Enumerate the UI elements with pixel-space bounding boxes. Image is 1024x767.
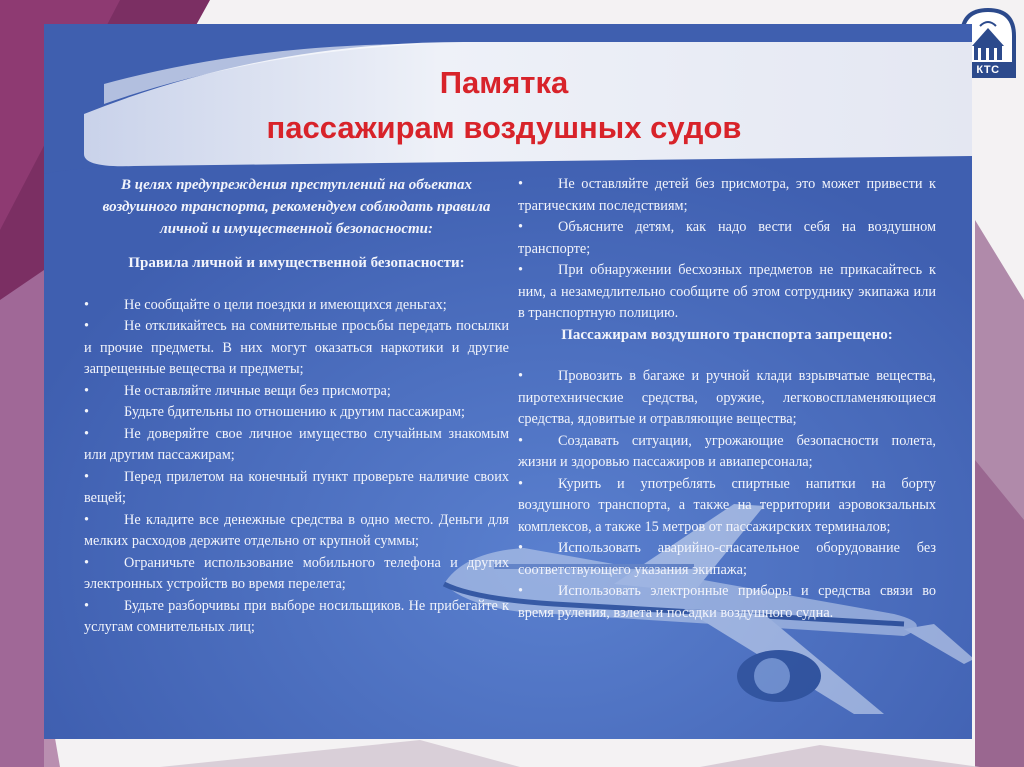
bullet: •	[84, 382, 90, 399]
list-item	[84, 467, 509, 510]
list-item	[518, 366, 936, 431]
bullet: •	[84, 404, 90, 420]
title-line-2: пассажирам воздушных судов	[266, 110, 742, 145]
title-line-1: Памятка	[439, 65, 569, 100]
list-item-text: Объясните детям, как надо вести себя на воздушном транспорте;	[518, 219, 936, 257]
bullet: •	[84, 468, 90, 485]
list-item	[518, 581, 936, 624]
bullet: •	[84, 597, 90, 614]
bullet: •	[84, 554, 90, 571]
list-item-text: Не кладите все денежные средства в одно место. Деньги для мелких расходов держите отдельно от крупной суммы;	[84, 511, 509, 549]
bullet: •	[518, 368, 524, 384]
list-item-text: Будьте бдительны по отношению к другим пассажирам;	[124, 404, 466, 420]
list-item	[84, 381, 509, 403]
list-item-text: Создавать ситуации, угрожающие безопасности полета, жизни и здоровью пассажиров и авиаперсонала;	[518, 432, 936, 470]
list-item	[518, 174, 936, 217]
list-item	[518, 538, 936, 581]
list-item-text: Будьте разборчивы при выборе носильщиков. Не прибегайте к услугам сомнительных лиц;	[84, 597, 509, 635]
list-item	[518, 474, 936, 539]
list-item	[84, 424, 509, 467]
list-item-text: Ограничьте использование мобильного телефона и других электронных устройств во время перелета;	[84, 554, 509, 592]
list-item	[84, 316, 509, 381]
bullet: •	[84, 425, 90, 442]
list-item	[518, 260, 936, 325]
list-item	[84, 510, 509, 553]
right-column	[518, 174, 936, 624]
bullet: •	[518, 219, 524, 235]
list-item-text: Не сообщайте о цели поездки и имеющихся деньгах;	[124, 296, 447, 313]
list-item	[518, 431, 936, 474]
bullet: •	[84, 296, 90, 313]
list-item-text: Не доверяйте свое личное имущество случайным знакомым или другим пассажирам;	[84, 425, 509, 463]
safety-heading: Правила личной и имущественной безопасности:	[128, 255, 465, 271]
intro-text: В целях предупреждения преступлений на объектах воздушного транспорта, рекомендуем соблюдать правила личной и имущественной безопасности:	[102, 177, 491, 237]
memo-panel	[44, 24, 972, 739]
left-column	[84, 174, 509, 639]
list-item	[84, 596, 509, 639]
bullet: •	[518, 262, 524, 278]
children-list	[518, 174, 936, 325]
forbidden-heading: Пассажирам воздушного транспорта запрещено:	[561, 326, 893, 343]
safety-list	[84, 295, 509, 639]
bullet: •	[518, 583, 524, 599]
list-item	[84, 553, 509, 596]
list-item-text: Не оставляйте личные вещи без присмотра;	[124, 382, 391, 399]
bullet: •	[518, 475, 524, 492]
forbidden-list	[518, 366, 936, 624]
bullet: •	[518, 432, 524, 449]
list-item	[84, 295, 509, 317]
logo-text: КТС	[976, 64, 1000, 76]
list-item-text: Курить и употреблять спиртные напитки на борту воздушного транспорта, а также на территории аэровокзальных комплексов, а также 15 метров от пассажирских терминалов;	[518, 475, 936, 535]
list-item-text: Провозить в багаже и ручной клади взрывчатые вещества, пиротехнические средства, оружие, легковоспламеняющиеся средства, ядовитые и отравляющие вещества;	[518, 368, 936, 427]
list-item-text: При обнаружении бесхозных предметов не прикасайтесь к ним, а незамедлительно сообщите об этом сотруднику экипажа или в транспортную полицию.	[518, 262, 936, 321]
list-item	[84, 402, 509, 424]
list-item	[518, 217, 936, 260]
list-item-text: Не оставляйте детей без присмотра, это может привести к трагическим последствиям;	[518, 176, 936, 214]
list-item-text: Использовать аварийно-спасательное оборудование без соответствующего указания экипажа;	[518, 540, 936, 578]
bullet: •	[84, 318, 90, 334]
list-item-text: Использовать электронные приборы и средства связи во время руления, взлета и посадки воздушного судна.	[518, 583, 936, 621]
list-item-text: Не откликайтесь на сомнительные просьбы передать посылки и прочие предметы. В них могут оказаться наркотики и другие запрещенные вещества и предметы;	[84, 318, 509, 377]
bullet: •	[84, 511, 90, 528]
bullet: •	[518, 540, 524, 556]
page-title	[194, 60, 814, 150]
bullet: •	[518, 176, 524, 192]
list-item-text: Перед прилетом на конечный пункт проверьте наличие своих вещей;	[84, 468, 509, 506]
